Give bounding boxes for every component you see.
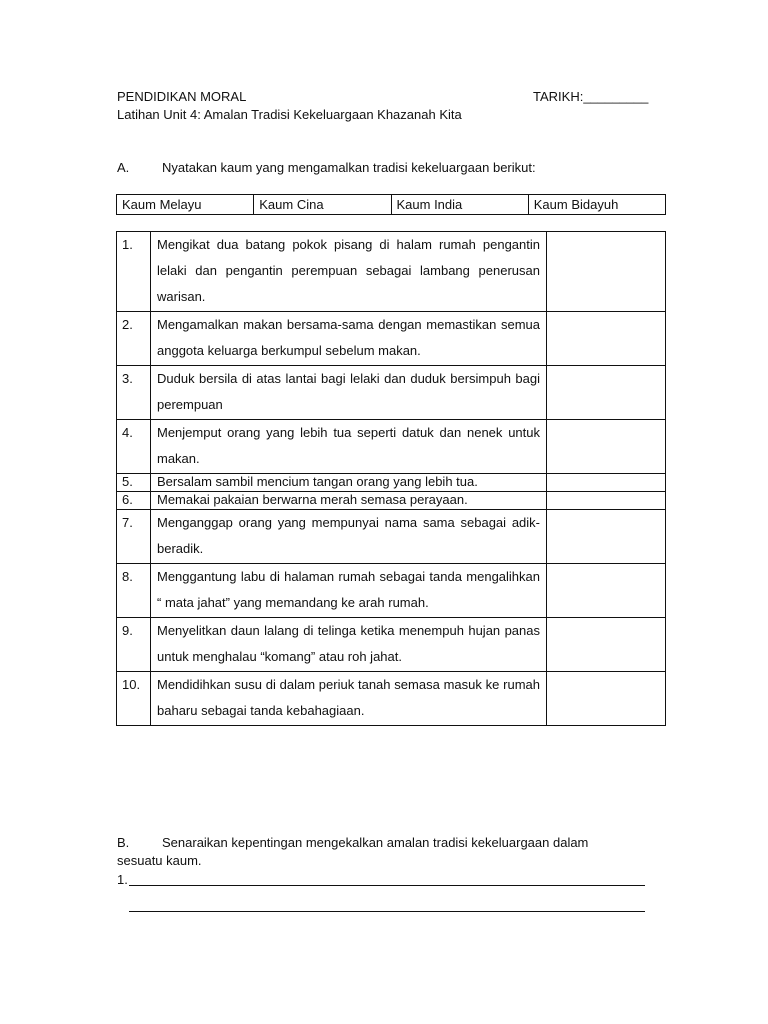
section-b-instruction: Senaraikan kepentingan mengekalkan amalan tradisi kekeluargaan dalam [162,835,589,850]
table-row [117,672,666,726]
table-row [117,492,666,510]
item-number: 7. [117,510,151,564]
answer-cell[interactable] [547,474,666,492]
item-text: Mendidihkan susu di dalam periuk tanah semasa masuk ke rumah baharu sebagai tanda kebahagiaan. [151,672,547,726]
item-number: 5. [117,474,151,492]
item-number: 1. [117,232,151,312]
table-row [117,564,666,618]
item-text: Menganggap orang yang mempunyai nama sama sebagai adik-beradik. [151,510,547,564]
table-row [117,474,666,492]
section-a-instruction: Nyatakan kaum yang mengamalkan tradisi kekeluargaan berikut: [162,160,536,175]
item-text: Menjemput orang yang lebih tua seperti datuk dan nenek untuk makan. [151,420,547,474]
kaum-options-table [116,194,666,215]
item-number: 2. [117,312,151,366]
table-row [117,232,666,312]
answer-cell[interactable] [547,510,666,564]
item-text: Bersalam sambil mencium tangan orang yang lebih tua. [151,474,547,492]
item-text: Mengamalkan makan bersama-sama dengan memastikan semua anggota keluarga berkumpul sebelum makan. [151,312,547,366]
date-field[interactable]: TARIKH:_________ [533,89,649,104]
answer-cell[interactable] [547,312,666,366]
item-number: 6. [117,492,151,510]
answer-cell[interactable] [547,366,666,420]
answer-cell[interactable] [547,232,666,312]
item-text: Memakai pakaian berwarna merah semasa perayaan. [151,492,547,510]
section-b-label: B. [117,835,130,850]
subject-title: PENDIDIKAN MORAL [117,89,247,104]
table-row [117,420,666,474]
tradition-items-table [116,231,666,726]
answer-line[interactable] [129,911,645,912]
page-title: Latihan Unit 4: Amalan Tradisi Kekeluargaan Khazanah Kita [117,107,462,122]
item-number: 9. [117,618,151,672]
table-row [117,510,666,564]
item-number: 10. [117,672,151,726]
table-row [117,618,666,672]
answer-line[interactable] [129,885,645,886]
answer-cell[interactable] [547,618,666,672]
answer-cell[interactable] [547,420,666,474]
item-number: 8. [117,564,151,618]
item-text: Mengikat dua batang pokok pisang di halam rumah pengantin lelaki dan pengantin perempuan sebagai lambang penerusan warisan. [151,232,547,312]
item-text: Duduk bersila di atas lantai bagi lelaki dan duduk bersimpuh bagi perempuan [151,366,547,420]
item-number: 4. [117,420,151,474]
table-row [117,312,666,366]
kaum-option: Kaum Melayu [117,195,254,215]
section-a-label: A. [117,160,130,175]
item-number: 3. [117,366,151,420]
answer-number: 1. [117,872,128,887]
answer-cell[interactable] [547,564,666,618]
kaum-option: Kaum India [391,195,528,215]
kaum-option: Kaum Bidayuh [528,195,665,215]
item-text: Menggantung labu di halaman rumah sebagai tanda mengalihkan “ mata jahat” yang memandang ke arah rumah. [151,564,547,618]
table-row [117,366,666,420]
answer-cell[interactable] [547,672,666,726]
answer-cell[interactable] [547,492,666,510]
kaum-option: Kaum Cina [254,195,391,215]
item-text: Menyelitkan daun lalang di telinga ketika menempuh hujan panas untuk menghalau “komang” atau roh jahat. [151,618,547,672]
section-b-instruction-cont: sesuatu kaum. [117,853,202,868]
